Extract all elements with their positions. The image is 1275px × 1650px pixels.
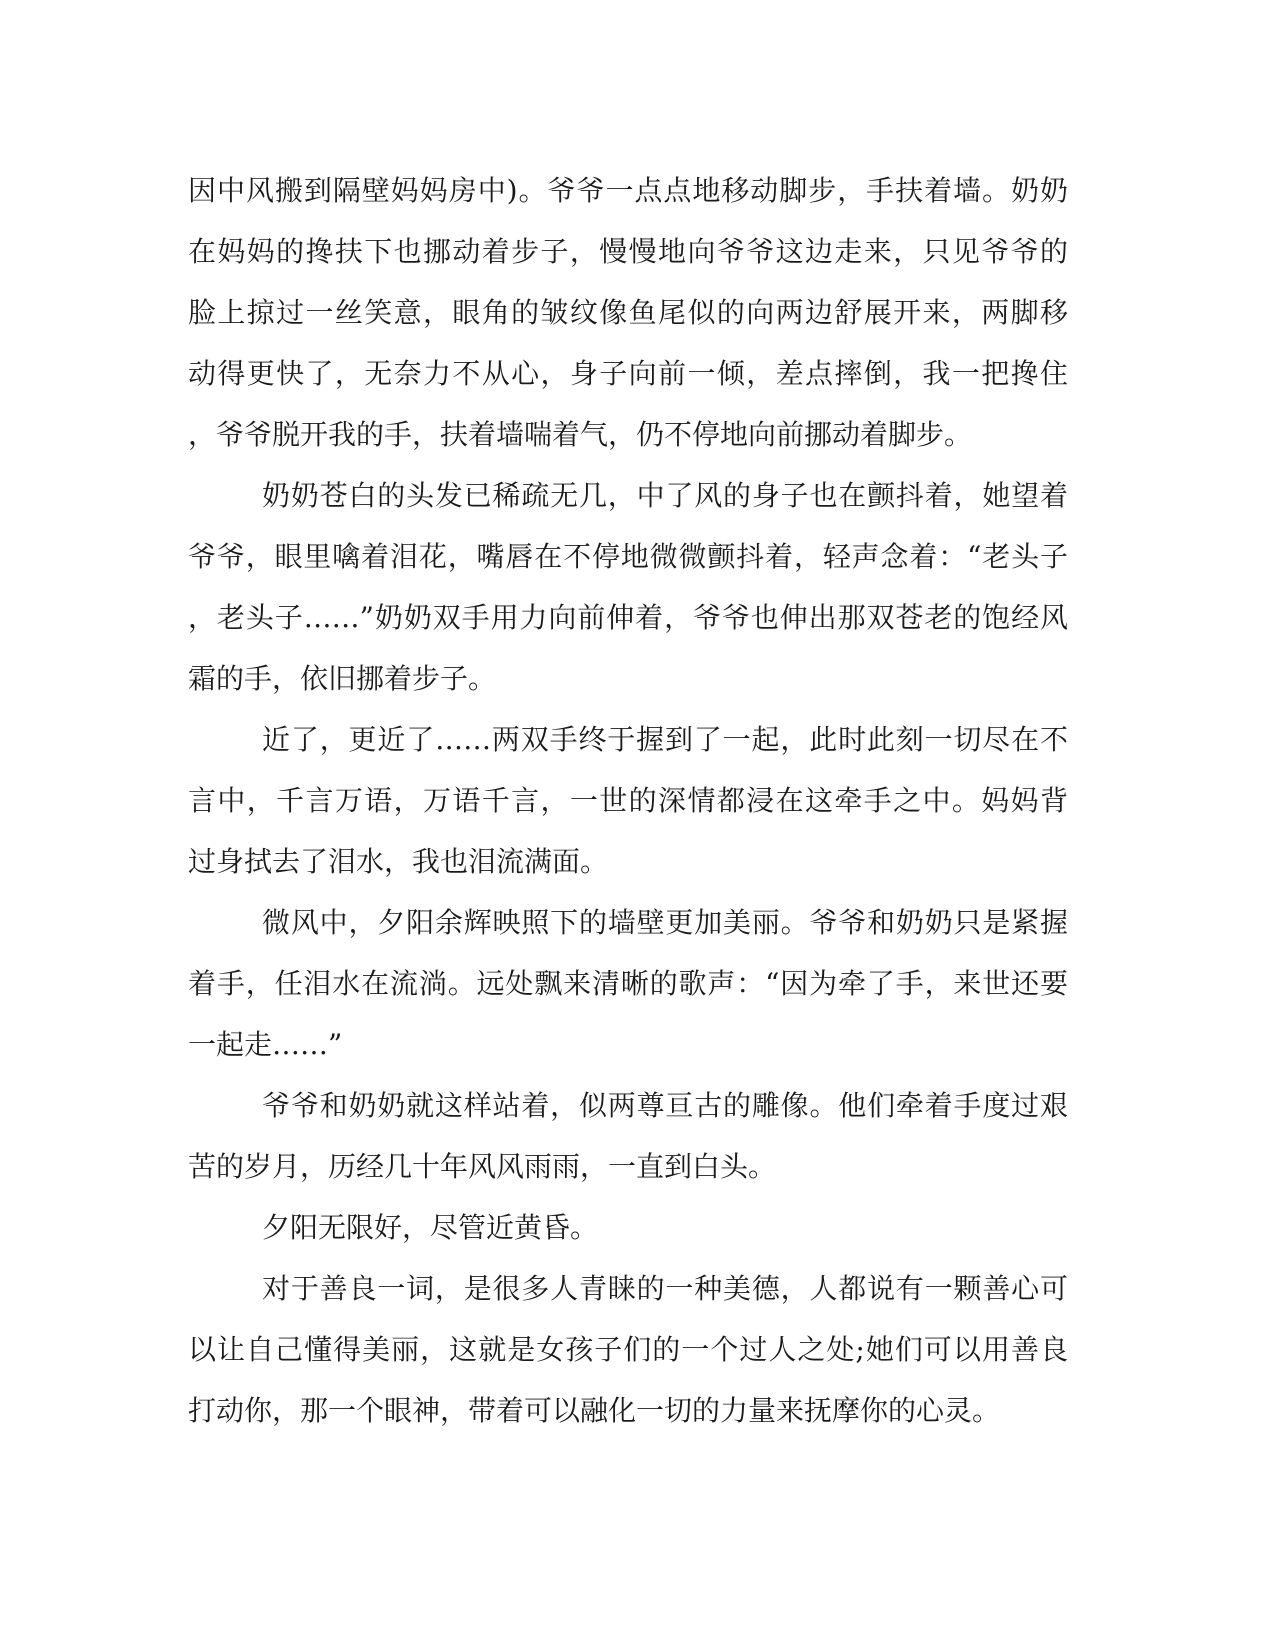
text-line: ，爷爷脱开我的手，扶着墙喘着气，仍不停地向前挪动着脚步。 bbox=[188, 418, 973, 451]
text-line: 脸上掠过一丝笑意，眼角的皱纹像鱼尾似的向两边舒展开来，两脚移 bbox=[188, 296, 1068, 329]
text-line: 言中，千言万语，万语千言，一世的深情都浸在这牵手之中。妈妈背 bbox=[188, 784, 1068, 817]
text-line: ，老头子……”奶奶双手用力向前伸着，爷爷也伸出那双苍老的饱经风 bbox=[188, 601, 1068, 634]
text-line: 爷爷，眼里噙着泪花，嘴唇在不停地微微颤抖着，轻声念着：“老头子 bbox=[188, 540, 1068, 573]
text-line: 过身拭去了泪水，我也泪流满面。 bbox=[188, 845, 609, 878]
text-line: 打动你，那一个眼神，带着可以融化一切的力量来抚摩你的心灵。 bbox=[188, 1394, 1001, 1427]
body-text bbox=[188, 160, 1068, 1441]
text-line: 霜的手，依旧挪着步子。 bbox=[188, 662, 497, 695]
paragraph-first-line: 夕阳无限好，尽管近黄昏。 bbox=[262, 1211, 599, 1244]
paragraph-first-line: 对于善良一词，是很多人青睐的一种美德，人都说有一颗善心可 bbox=[262, 1272, 1068, 1305]
paragraph-first-line: 微风中，夕阳余辉映照下的墙壁更加美丽。爷爷和奶奶只是紧握 bbox=[262, 906, 1068, 939]
text-line: 着手，任泪水在流淌。远处飘来清晰的歌声：“因为牵了手，来世还要 bbox=[188, 967, 1068, 1000]
text-line: 动得更快了，无奈力不从心，身子向前一倾，差点摔倒，我一把搀住 bbox=[188, 357, 1068, 390]
text-line: 苦的岁月，历经几十年风风雨雨，一直到白头。 bbox=[188, 1150, 777, 1183]
text-line: 以让自己懂得美丽，这就是女孩子们的一个过人之处;她们可以用善良 bbox=[188, 1333, 1068, 1366]
paragraph-first-line: 奶奶苍白的头发已稀疏无几，中了风的身子也在颤抖着，她望着 bbox=[262, 479, 1068, 512]
text-line: 一起走……” bbox=[188, 1028, 343, 1061]
paragraph-first-line: 爷爷和奶奶就这样站着，似两尊亘古的雕像。他们牵着手度过艰 bbox=[262, 1089, 1068, 1122]
paragraph-first-line: 近了，更近了……两双手终于握到了一起，此时此刻一切尽在不 bbox=[262, 723, 1068, 756]
text-line: 在妈妈的搀扶下也挪动着步子，慢慢地向爷爷这边走来，只见爷爷的 bbox=[188, 235, 1068, 268]
text-line: 因中风搬到隔壁妈妈房中)。爷爷一点点地移动脚步，手扶着墙。奶奶 bbox=[188, 174, 1068, 207]
